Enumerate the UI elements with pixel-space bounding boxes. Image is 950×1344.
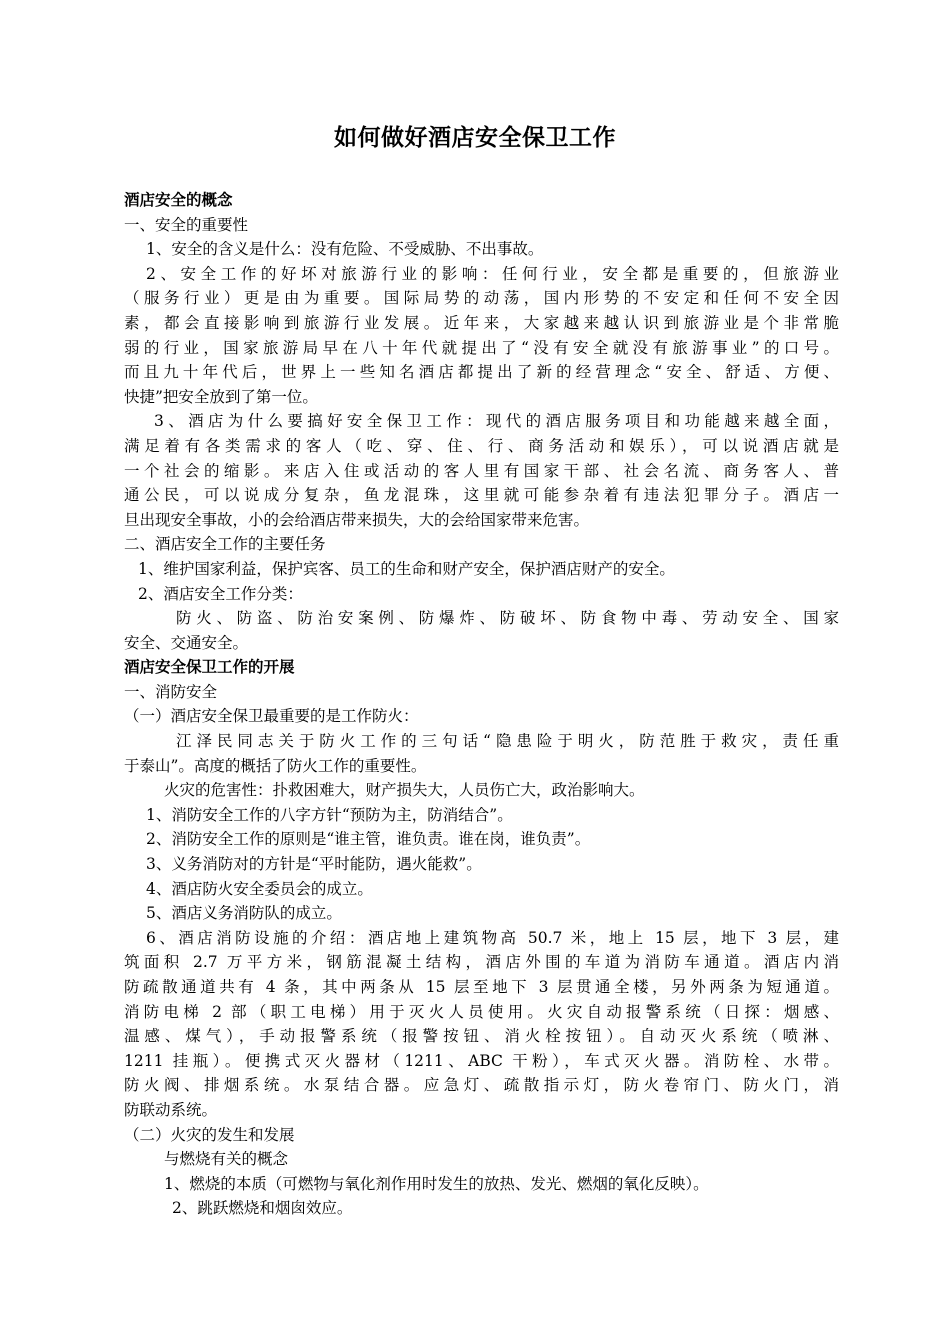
body-line: 满足着有各类需求的客人（吃、穿、住、行、商务活动和娱乐），可以说酒店就是 xyxy=(124,436,839,455)
section-heading: 酒店安全保卫工作的开展 xyxy=(124,657,295,677)
document-body xyxy=(124,188,839,1221)
body-line: 2、跳跃燃烧和烟囱效应。 xyxy=(172,1199,353,1218)
body-line: 火灾的危害性：扑救困难大，财产损失大，人员伤亡大，政治影响大。 xyxy=(164,781,645,800)
body-line: 防疏散通道共有 4 条，其中两条从 15 层至地下 3 层贯通全楼，另外两条为短通道。 xyxy=(124,978,839,996)
body-line: 2、消防安全工作的原则是“谁主管，谁负责。谁在岗，谁负责”。 xyxy=(146,830,591,849)
body-line: 江泽民同志关于防火工作的三句话“隐患险于明火，防范胜于救灾，责任重 xyxy=(176,732,839,751)
body-line: 素，都会直接影响到旅游行业发展。近年来，大家越来越认识到旅游业是个非常脆 xyxy=(124,313,839,332)
body-line: （二）火灾的发生和发展 xyxy=(124,1125,295,1144)
body-line: 而且九十年代后，世界上一些知名酒店都提出了新的经营理念“安全、舒适、方便、 xyxy=(124,363,839,382)
body-line: 1、消防安全工作的八字方针“预防为主，防消结合”。 xyxy=(146,805,513,824)
body-line: （服务行业）更是由为重要。国际局势的动荡，国内形势的不安定和任何不安全因 xyxy=(124,289,839,308)
body-line: 防火、防盗、防治安案例、防爆炸、防破坏、防食物中毒、劳动安全、国家 xyxy=(176,609,839,628)
body-line: 消防电梯 2 部（职工电梯）用于灭火人员使用。火灾自动报警系统（日探：烟感、 xyxy=(124,1002,839,1021)
body-line: 温感、煤气），手动报警系统（报警按钮、消火栓按钮）。自动灭火系统（喷淋、 xyxy=(124,1027,839,1046)
body-line: 6、酒店消防设施的介绍：酒店地上建筑物高 50.7 米，地上 15 层，地下 3 层，建 xyxy=(146,928,839,947)
document-title: 如何做好酒店安全保卫工作 xyxy=(334,124,616,151)
section-heading: 酒店安全的概念 xyxy=(124,190,233,209)
body-line: 2、酒店安全工作分类： xyxy=(138,584,303,603)
body-line: （一）酒店安全保卫最重要的是工作防火： xyxy=(124,707,419,726)
body-line: 一、安全的重要性 xyxy=(124,215,249,234)
body-line: 筑面积 2.7 万平方米，钢筋混凝土结构，酒店外围的车道为消防车通道。酒店内消 xyxy=(124,953,839,972)
body-line: 1、燃烧的本质（可燃物与氧化剂作用时发生的放热、发光、燃烟的氧化反映）。 xyxy=(164,1174,709,1193)
body-line: 防火阀、排烟系统。水泵结合器。应急灯、疏散指示灯，防火卷帘门、防火门，消 xyxy=(124,1076,839,1095)
body-line: 一个社会的缩影。来店入住或活动的客人里有国家干部、社会名流、商务客人、普 xyxy=(124,461,839,480)
body-line: 5、酒店义务消防队的成立。 xyxy=(146,904,342,923)
body-line: 通公民，可以说成分复杂，鱼龙混珠，这里就可能参杂着有违法犯罪分子。酒店一 xyxy=(124,486,839,505)
body-line: 1、维护国家利益，保护宾客、员工的生命和财产安全，保护酒店财产的安全。 xyxy=(138,559,675,578)
body-line: 防联动系统。 xyxy=(124,1100,218,1119)
body-line: 弱的行业，国家旅游局早在八十年代就提出了“没有安全就没有旅游事业”的口号。 xyxy=(124,338,839,357)
body-line: 于泰山”。高度的概括了防火工作的重要性。 xyxy=(124,756,427,775)
body-line: 安全、交通安全。 xyxy=(124,633,249,652)
body-line: 旦出现安全事故，小的会给酒店带来损失，大的会给国家带来危害。 xyxy=(124,510,590,529)
body-line: 2、安全工作的好坏对旅游行业的影响：任何行业，安全都是重要的，但旅游业 xyxy=(146,264,839,283)
body-line: 与燃烧有关的概念 xyxy=(164,1150,289,1169)
body-line: 1211 挂瓶）。便携式灭火器材（1211、ABC 干粉），车式灭火器。消防栓、水带。 xyxy=(124,1051,839,1070)
body-line: 3、酒店为什么要搞好安全保卫工作：现代的酒店服务项目和功能越来越全面， xyxy=(154,412,839,431)
body-line: 二、酒店安全工作的主要任务 xyxy=(124,535,326,554)
body-line: 4、酒店防火安全委员会的成立。 xyxy=(146,879,373,898)
body-line: 快捷”把安全放到了第一位。 xyxy=(124,387,318,406)
body-line: 3、义务消防对的方针是“平时能防，遇火能救”。 xyxy=(146,855,482,874)
body-line: 1、安全的含义是什么：没有危险、不受威胁、不出事故。 xyxy=(146,240,544,259)
body-line: 一、消防安全 xyxy=(124,682,218,701)
